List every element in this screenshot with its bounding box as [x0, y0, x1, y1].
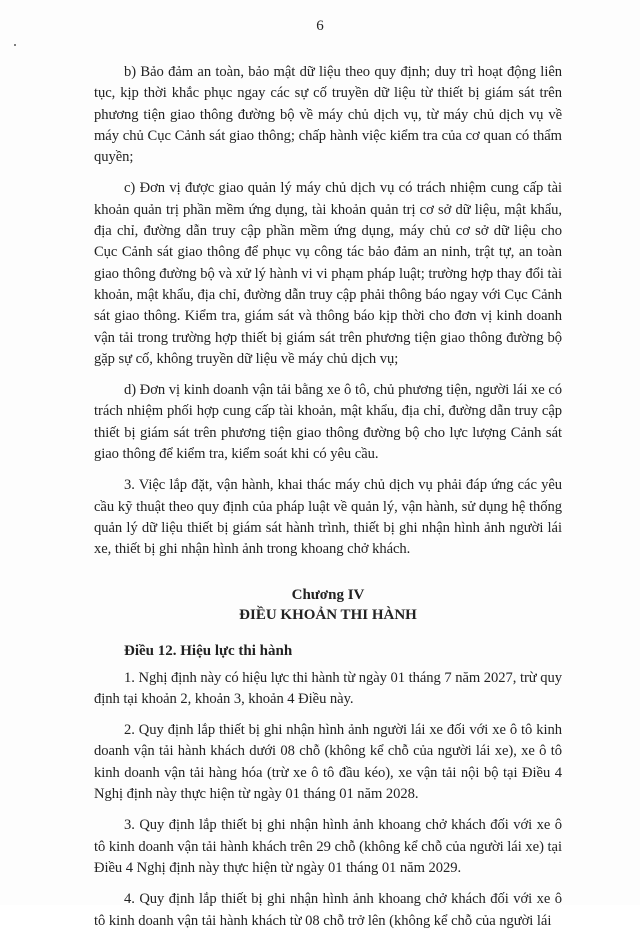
article-heading: Điều 12. Hiệu lực thi hành [124, 642, 293, 659]
paragraph-3: 3. Việc lắp đặt, vận hành, khai thác máy chủ dịch vụ phải đáp ứng các yêu cầu kỹ thuật theo quy định của pháp luật về quản lý, vận hành, sử dụng hệ thống quản lý dữ liệu thiết bị giám sát hành trình, thiết bị ghi nhận hình ảnh người lái xe, thiết bị ghi nhận hình ảnh trong khoang chở khách. [94, 477, 562, 558]
page-number: 6 [316, 18, 324, 34]
article-clause-4: 4. Quy định lắp thiết bị ghi nhận hình ảnh khoang chở khách đối với xe ô tô kinh doanh vận tải hành khách từ 08 chỗ trở lên (không kể chỗ của người lái [94, 891, 562, 929]
chapter-title: ĐIỀU KHOẢN THI HÀNH [239, 606, 417, 623]
article-clause-2: 2. Quy định lắp thiết bị ghi nhận hình ảnh người lái xe đối với xe ô tô kinh doanh vận tải hành khách dưới 08 chỗ (không kể chỗ của người lái xe), xe ô tô kinh doanh vận tải hàng hóa (trừ xe ô tô đầu kéo), xe vận tải nội bộ tại Điều 4 Nghị định này thực hiện từ ngày 01 tháng 01 năm 2028. [94, 722, 562, 803]
article-clause-3: 3. Quy định lắp thiết bị ghi nhận hình ảnh khoang chở khách đối với xe ô tô kinh doanh vận tải hành khách trên 29 chỗ (không kể chỗ của người lái xe) tại Điều 4 Nghị định này thực hiện từ ngày 01 tháng 01 năm 2029. [94, 817, 562, 876]
chapter-label: Chương IV [291, 586, 365, 603]
document-body [94, 62, 562, 932]
article-clause-1: 1. Nghị định này có hiệu lực thi hành từ ngày 01 tháng 7 năm 2027, trừ quy định tại khoản 2, khoản 3, khoản 4 Điều này. [94, 669, 562, 707]
paragraph-2b: b) Bảo đảm an toàn, bảo mật dữ liệu theo quy định; duy trì hoạt động liên tục, kịp thời khắc phục ngay các sự cố truyền dữ liệu từ thiết bị giám sát trên phương tiện giao thông đường bộ về máy chủ dịch vụ, từ máy chủ dịch vụ về máy chủ Cục Cảnh sát giao thông; chấp hành việc kiểm tra của cơ quan có thẩm quyền; [94, 64, 562, 166]
scan-artifact [14, 44, 16, 46]
paragraph-2c: c) Đơn vị được giao quản lý máy chủ dịch vụ có trách nhiệm cung cấp tài khoản quản trị phần mềm ứng dụng, tài khoản quản trị cơ sở dữ liệu, mật khẩu, địa chỉ, đường dẫn truy cập phần mềm ứng dụng, máy chủ cơ sở dữ liệu cho Cục Cảnh sát giao thông để phục vụ công tác bảo đảm an ninh, trật tự, an toàn giao thông đường bộ và xử lý hành vi vi phạm pháp luật; trường hợp thay đổi tài khoản, mật khẩu, địa chỉ, đường dẫn truy cập phải thông báo ngay với Cục Cảnh sát giao thông. Kiểm tra, giám sát và thông báo kịp thời cho đơn vị kinh doanh vận tải trong trường hợp thiết bị giám sát trên phương tiện giao thông đường bộ gặp sự cố, không truyền dữ liệu về máy chủ dịch vụ; [94, 180, 562, 367]
paragraph-2d: d) Đơn vị kinh doanh vận tải bằng xe ô tô, chủ phương tiện, người lái xe có trách nhiệm phối hợp cung cấp tài khoản, mật khẩu, địa chỉ, đường dẫn truy cập thiết bị giám sát trên phương tiện giao thông đường bộ cho lực lượng Cảnh sát giao thông để kiểm tra, kiểm soát khi có yêu cầu. [94, 382, 562, 463]
